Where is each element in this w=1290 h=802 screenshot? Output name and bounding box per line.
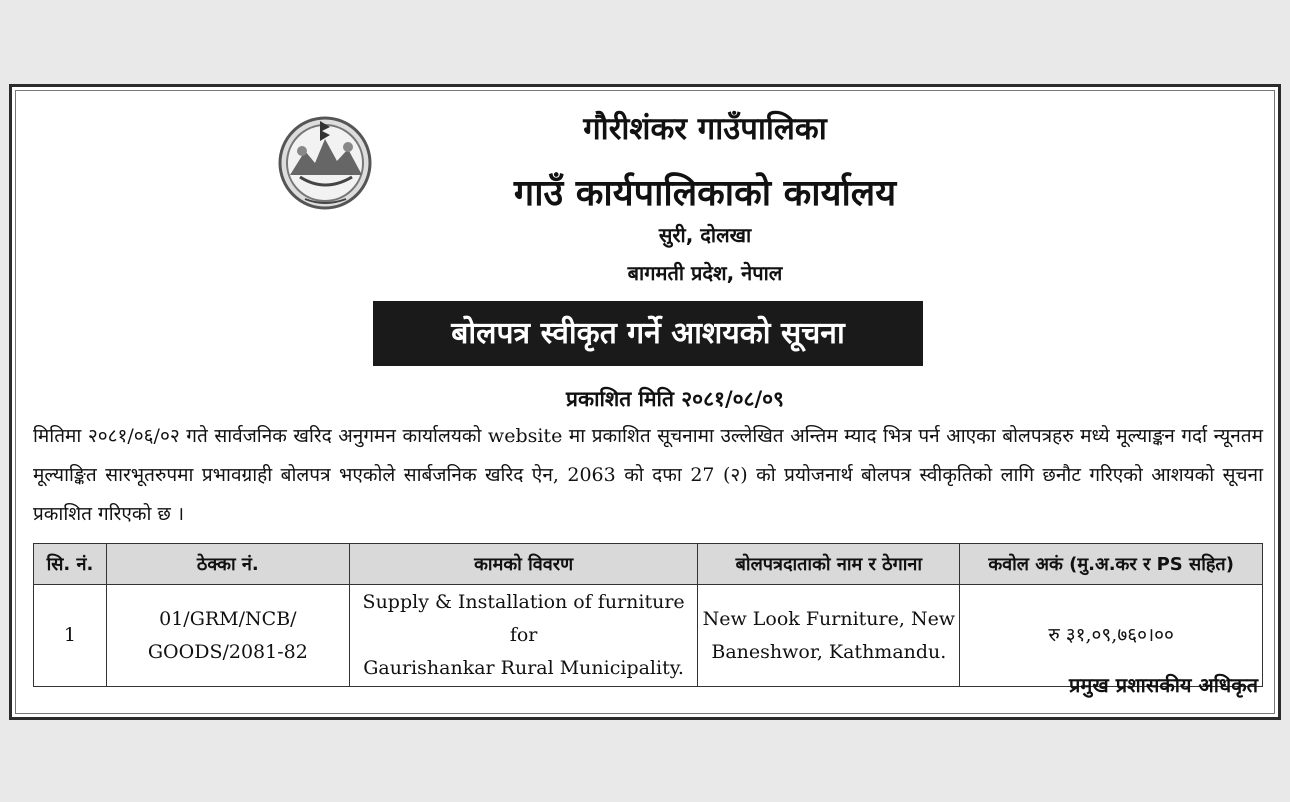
cell-bidder: New Look Furniture, New Baneshwor, Kathmandu. — [698, 585, 960, 687]
signatory-title: प्रमुख प्रशासकीय अधिकृत — [1069, 673, 1258, 697]
header-work-description: कामको विवरण — [349, 544, 698, 585]
notice-frame — [9, 84, 1281, 720]
bid-table — [33, 543, 1263, 687]
table-header-row — [34, 544, 1263, 585]
office-location: सुरी, दोलखा — [658, 223, 752, 247]
notice-inner-border — [15, 90, 1275, 714]
province-country: बागमती प्रदेश, नेपाल — [627, 261, 783, 285]
cell-contract-no: 01/GRM/NCB/ GOODS/2081-82 — [106, 585, 349, 687]
header-serial: सि. नं. — [34, 544, 107, 585]
cell-work-description: Supply & Installation of furniture for Gaurishankar Rural Municipality. — [349, 585, 698, 687]
cell-serial: 1 — [34, 585, 107, 687]
header-bid-amount: कवोल अकं (मु.अ.कर र PS सहित) — [960, 544, 1263, 585]
header-bidder-name-address: बोलपत्रदाताको नाम र ठेगाना — [698, 544, 960, 585]
notice-title-banner: बोलपत्र स्वीकृत गर्ने आशयको सूचना — [373, 301, 923, 366]
cell-bid-amount: रु ३१,०९,७६०।०० — [960, 585, 1263, 687]
published-date: प्रकाशित मिति २०८१/०८/०९ — [566, 387, 784, 411]
notice-body: मितिमा २०८१/०६/०२ गते सार्वजनिक खरिद अनुगमन कार्यालयको website मा प्रकाशित सूचनामा उल्लेखित अन्तिम म्याद भित्र पर्न आएका बोलपत्रहरु मध्ये मूल्याङ्कन गर्दा न्यूनतम मूल्याङ्कित सारभूतरुपमा प्रभावग्राही बोलपत्र भएकोले सार्बजनिक खरिद ऐन, 2063 को दफा 27 (२) को प्रयोजनार्थ बोलपत्र स्वीकृतिको लागि छनौट गरिएको आशयको सूचना प्रकाशित गरिएको छ । — [33, 425, 1263, 525]
header-contract-no: ठेक्का नं. — [106, 544, 349, 585]
municipality-name: गौरीशंकर गाउँपालिका — [583, 111, 827, 147]
office-name: गाउँ कार्यपालिकाको कार्यालय — [513, 173, 897, 214]
